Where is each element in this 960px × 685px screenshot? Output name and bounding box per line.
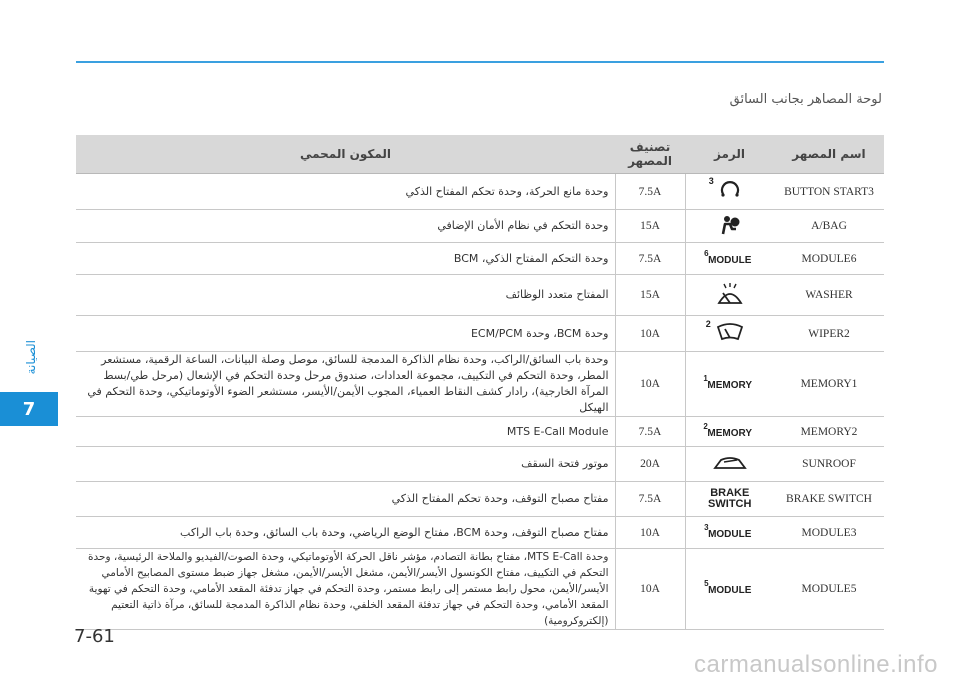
circuit-cell: موتور فتحة السقف: [76, 447, 615, 482]
chapter-tab[interactable]: 7: [0, 392, 58, 426]
table-row: [76, 243, 884, 275]
rating-cell: 7.5A: [615, 174, 685, 210]
symbol-cell: [685, 352, 774, 417]
rating-cell: 7.5A: [615, 482, 685, 517]
symbol-cell: [685, 174, 774, 210]
rating-cell: 7.5A: [615, 243, 685, 275]
table-header-row: [76, 135, 884, 174]
symbol-cell: [685, 316, 774, 352]
rating-cell: 10A: [615, 316, 685, 352]
page-number: 7-61: [74, 626, 115, 647]
rating-cell: 7.5A: [615, 417, 685, 447]
fuse-name-cell: MODULE5: [774, 549, 884, 630]
fuse-name-cell: WASHER: [774, 275, 884, 316]
rating-cell: 20A: [615, 447, 685, 482]
table-row: [76, 417, 884, 447]
fuse-name-cell: SUNROOF: [774, 447, 884, 482]
wiper-icon: 2: [716, 323, 744, 344]
airbag-icon: [719, 215, 741, 238]
header-symbol: الرمز: [685, 135, 774, 174]
header-rating: تصنيف المصهر: [615, 135, 685, 174]
circuit-cell: مفتاح مصباح التوقف، وحدة تحكم المفتاح الذكي: [76, 482, 615, 517]
sunroof-icon: [713, 455, 747, 474]
symbol-cell: [685, 210, 774, 243]
circuit-cell: وحدة التحكم المفتاح الذكي، BCM: [76, 243, 615, 275]
fuse-table: [76, 135, 884, 630]
symbol-cell: [685, 517, 774, 549]
circuit-cell: وحدة MTS E-Call، مفتاح بطانة التصادم، مؤشر ناقل الحركة الأوتوماتيكي، وحدة الصوت/الفيديو والملاحة الرئيسية، وحدة التحكم في التكييف، مفتاح الكونسول الأيسر/الأيمن، مشغل الأيسر/الأيمن، مشغل جهاز ضبط مستوى المصابيح الأمامي الأيسر/الأيمن، محول رابط مستمر إلى رابط مستمر، وحدة التحكم في جهاز تدفئة المقعد الأمامي، وحدة التحكم في تهوية المقعد الأمامي، وحدة التحكم في جهاز تدفئة المقعد الخلفي، وحدة نظام الذاكرة المدمجة للسائق، مرآة ذاتية التعتيم (إلكتروكرومية): [76, 549, 615, 630]
circuit-cell: وحدة مانع الحركة، وحدة تحكم المفتاح الذكي: [76, 174, 615, 210]
symbol-cell: [685, 243, 774, 275]
rating-cell: 10A: [615, 352, 685, 417]
circuit-cell: المفتاح متعدد الوظائف: [76, 275, 615, 316]
brake-switch-label: BRAKE SWITCH: [708, 487, 752, 510]
header-circuit: المكون المحمي: [76, 135, 615, 174]
fuse-name-cell: MODULE3: [774, 517, 884, 549]
table-row: [76, 549, 884, 630]
watermark: carmanualsonline.info: [694, 651, 938, 678]
fuse-name-cell: MEMORY2: [774, 417, 884, 447]
symbol-cell: [685, 275, 774, 316]
table-row: [76, 316, 884, 352]
rating-cell: 15A: [615, 210, 685, 243]
memory-label: 2 MEMORY: [703, 421, 753, 439]
table-row: [76, 352, 884, 417]
header-rule: [76, 61, 884, 63]
table-row: [76, 447, 884, 482]
fuse-name-cell: BRAKE SWITCH: [774, 482, 884, 517]
washer-icon: [717, 283, 743, 308]
table-row: [76, 210, 884, 243]
circuit-cell: وحدة باب السائق/الراكب، وحدة نظام الذاكرة المدمجة للسائق، موصل وصلة البيانات، الساعة الرقمية، مستشعر المطر، وحدة التحكم في التكييف، مجموعة العدادات، صندوق مرحل وحدة التحكم في الإشعال (مرحل طي/بسط المرآة الخارجية)، رادار كشف النقاط العمياء، المجوب الأيمن/الأيسر، مستشعر الضوء الأوتوماتيكي، وحدة التحكم في الهيكل: [76, 352, 615, 417]
circuit-cell: وحدة BCM، وحدة ECM/PCM: [76, 316, 615, 352]
module-label: 5 MODULE: [704, 579, 752, 596]
circuit-cell: MTS E-Call Module: [76, 417, 615, 447]
rating-cell: 15A: [615, 275, 685, 316]
chapter-side-label: الصيانة: [24, 340, 38, 375]
module-label: 6 MODULE: [704, 248, 752, 266]
fuse-name-cell: MODULE6: [774, 243, 884, 275]
module-label: 3 MODULE: [704, 522, 752, 540]
table-row: [76, 517, 884, 549]
fuse-name-cell: MEMORY1: [774, 352, 884, 417]
symbol-cell: [685, 447, 774, 482]
fuse-name-cell: A/BAG: [774, 210, 884, 243]
rating-cell: 10A: [615, 549, 685, 630]
symbol-cell: [685, 417, 774, 447]
symbol-cell: [685, 549, 774, 630]
fuse-name-cell: BUTTON START3: [774, 174, 884, 210]
memory-label: 1 MEMORY: [703, 374, 753, 391]
table-row: [76, 482, 884, 517]
push-button-start-icon: 3: [719, 180, 741, 203]
section-heading: لوحة المصاهر بجانب السائق: [729, 92, 882, 107]
symbol-cell: [685, 482, 774, 517]
table-row: [76, 275, 884, 316]
rating-cell: 10A: [615, 517, 685, 549]
circuit-cell: وحدة التحكم في نظام الأمان الإضافي: [76, 210, 615, 243]
circuit-cell: مفتاح مصباح التوقف، وحدة BCM، مفتاح الوضع الرياضي، وحدة باب السائق، وحدة باب الراكب: [76, 517, 615, 549]
header-name: اسم المصهر: [774, 135, 884, 174]
table-row: [76, 174, 884, 210]
fuse-name-cell: WIPER2: [774, 316, 884, 352]
